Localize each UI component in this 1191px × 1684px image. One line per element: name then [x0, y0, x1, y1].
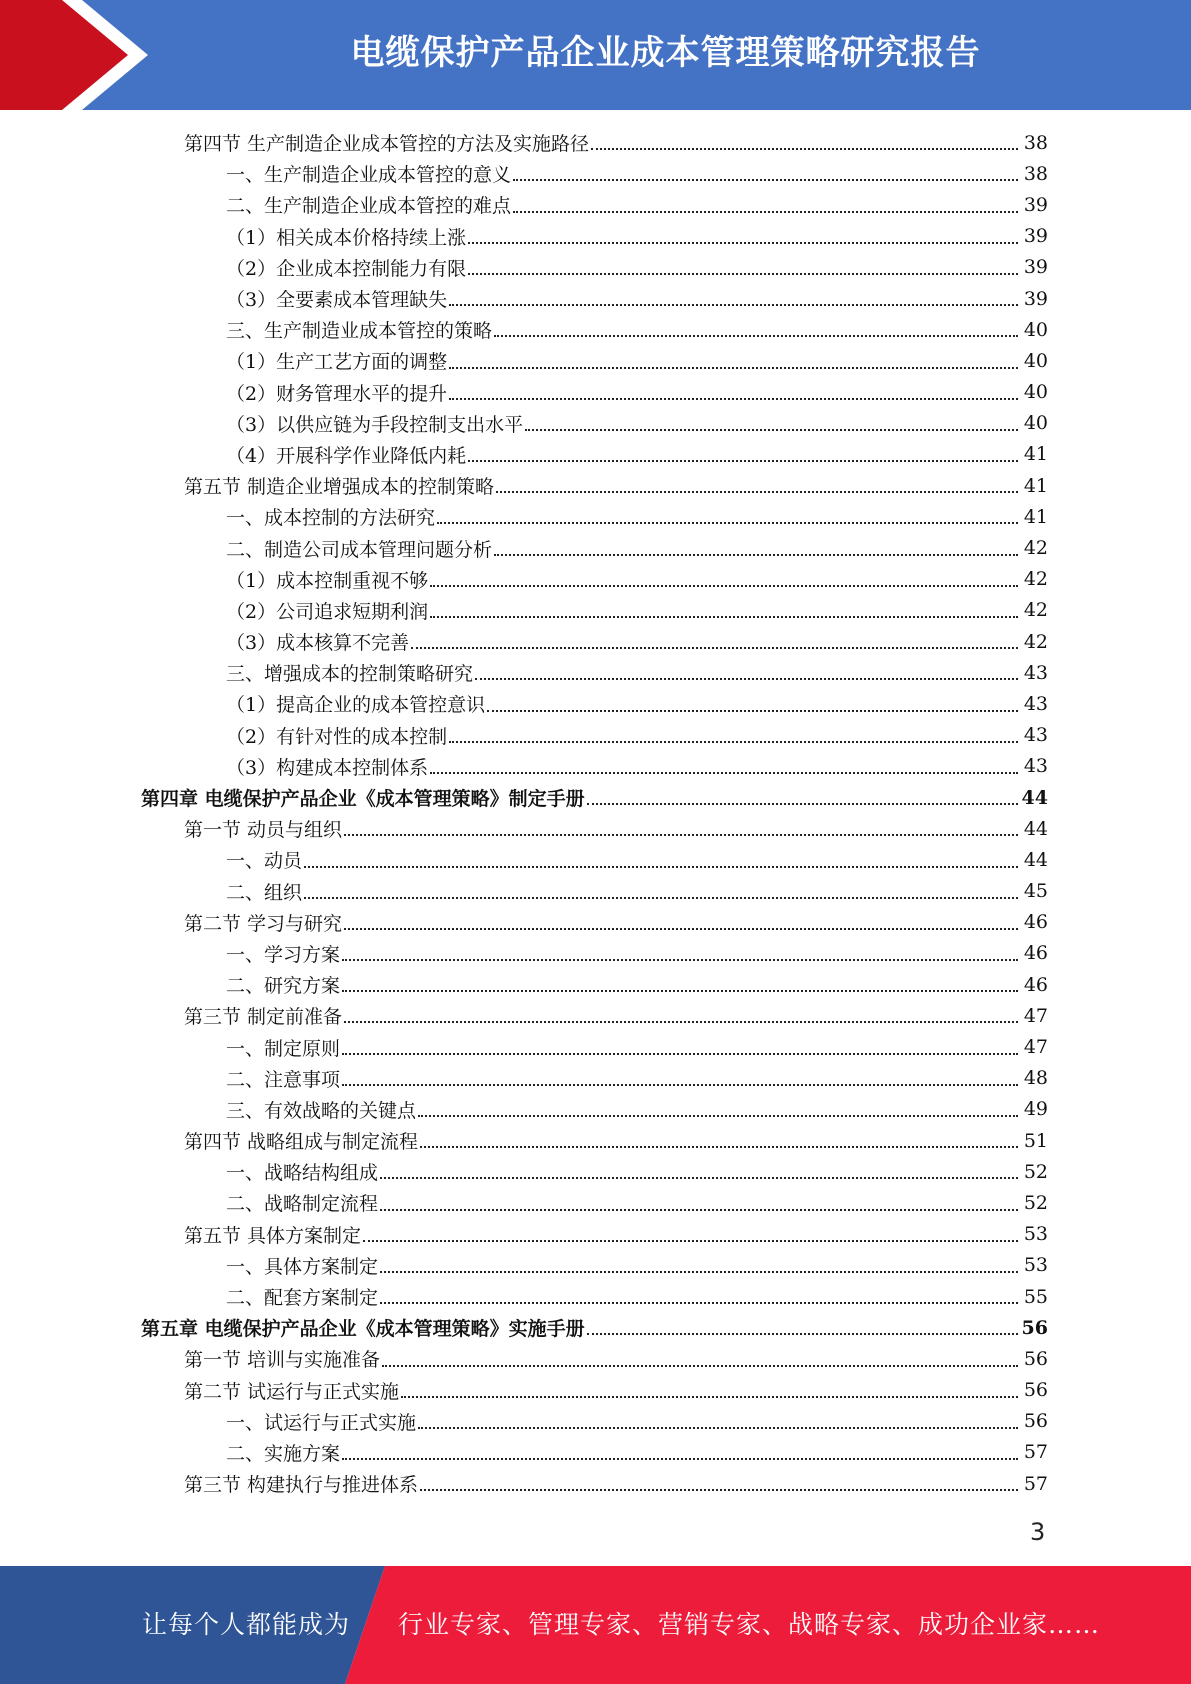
toc-dot-leader: [401, 1395, 1018, 1398]
toc-chapter-entry[interactable]: [0, 1312, 1191, 1343]
toc-entry-page: 42: [1023, 599, 1048, 622]
toc-dot-leader: [496, 490, 1018, 493]
toc-subsection-entry[interactable]: [0, 564, 1191, 595]
toc-subsection-entry[interactable]: [0, 345, 1191, 376]
toc-subsection-entry[interactable]: [0, 377, 1191, 408]
toc-dot-leader: [420, 1145, 1018, 1148]
toc-entry-label: 第二节 学习与研究: [184, 912, 343, 935]
toc-subsection-entry[interactable]: [0, 751, 1191, 782]
toc-section-entry[interactable]: [0, 470, 1191, 501]
toc-dot-leader: [380, 1208, 1018, 1211]
toc-entry-label: （3）以供应链为手段控制支出水平: [226, 413, 524, 436]
toc-section-entry[interactable]: [0, 1343, 1191, 1374]
toc-dot-leader: [513, 210, 1018, 213]
toc-dot-leader: [587, 802, 1018, 805]
toc-section-entry[interactable]: [0, 813, 1191, 844]
toc-section-entry[interactable]: [0, 1219, 1191, 1250]
toc-subsection-entry[interactable]: [0, 1156, 1191, 1187]
toc-subsection-entry[interactable]: [0, 688, 1191, 719]
toc-entry-page: 39: [1023, 193, 1048, 216]
toc-subsection-entry[interactable]: [0, 1094, 1191, 1125]
toc-entry-label: （3）构建成本控制体系: [226, 756, 429, 779]
toc-dot-leader: [420, 1488, 1018, 1491]
toc-dot-leader: [449, 740, 1018, 743]
toc-entry-page: 56: [1021, 1316, 1048, 1339]
toc-entry-label: 二、实施方案: [226, 1442, 341, 1465]
toc-section-entry[interactable]: [0, 127, 1191, 158]
toc-dot-leader: [304, 865, 1018, 868]
toc-subsection-entry[interactable]: [0, 595, 1191, 626]
toc-subsection-entry[interactable]: [0, 1437, 1191, 1468]
toc-entry-label: 第四节 战略组成与制定流程: [184, 1131, 419, 1154]
toc-dot-leader: [342, 958, 1018, 961]
toc-entry-label: 第一节 动员与组织: [184, 819, 343, 842]
toc-dot-leader: [468, 459, 1018, 462]
toc-entry-label: 第三节 制定前准备: [184, 1006, 343, 1029]
toc-dot-leader: [342, 1083, 1018, 1086]
toc-entry-label: （2）公司追求短期利润: [226, 600, 429, 623]
toc-entry-page: 56: [1023, 1379, 1048, 1402]
toc-subsection-entry[interactable]: [0, 657, 1191, 688]
toc-entry-label: 三、生产制造业成本管控的策略: [226, 320, 493, 343]
toc-section-entry[interactable]: [0, 1468, 1191, 1499]
toc-entry-label: 一、成本控制的方法研究: [226, 507, 436, 530]
toc-section-entry[interactable]: [0, 1125, 1191, 1156]
toc-subsection-entry[interactable]: [0, 1063, 1191, 1094]
toc-subsection-entry[interactable]: [0, 314, 1191, 345]
toc-subsection-entry[interactable]: [0, 720, 1191, 751]
toc-entry-page: 46: [1023, 973, 1048, 996]
toc-subsection-entry[interactable]: [0, 844, 1191, 875]
toc-entry-page: 43: [1023, 661, 1048, 684]
toc-entry-label: （2）财务管理水平的提升: [226, 382, 448, 405]
toc-entry-page: 55: [1023, 1285, 1048, 1308]
toc-entry-label: 一、制定原则: [226, 1037, 341, 1060]
toc-subsection-entry[interactable]: [0, 221, 1191, 252]
toc-dot-leader: [344, 1020, 1018, 1023]
toc-entry-page: 46: [1023, 942, 1048, 965]
toc-entry-label: 一、具体方案制定: [226, 1255, 379, 1278]
toc-subsection-entry[interactable]: [0, 969, 1191, 1000]
toc-entry-page: 44: [1021, 786, 1048, 809]
toc-chapter-entry[interactable]: [0, 782, 1191, 813]
toc-dot-leader: [494, 553, 1018, 556]
toc-entry-page: 57: [1023, 1472, 1048, 1495]
toc-section-entry[interactable]: [0, 1000, 1191, 1031]
toc-entry-page: 57: [1023, 1441, 1048, 1464]
toc-dot-leader: [437, 521, 1018, 524]
toc-subsection-entry[interactable]: [0, 439, 1191, 470]
toc-subsection-entry[interactable]: [0, 501, 1191, 532]
toc-dot-leader: [418, 1426, 1018, 1429]
toc-subsection-entry[interactable]: [0, 876, 1191, 907]
toc-dot-leader: [342, 1457, 1018, 1460]
toc-entry-label: 二、战略制定流程: [226, 1193, 379, 1216]
toc-subsection-entry[interactable]: [0, 1406, 1191, 1437]
toc-entry-label: 一、战略结构组成: [226, 1162, 379, 1185]
toc-subsection-entry[interactable]: [0, 1250, 1191, 1281]
toc-entry-page: 39: [1023, 225, 1048, 248]
toc-dot-leader: [430, 771, 1018, 774]
toc-dot-leader: [587, 1332, 1018, 1335]
toc-entry-label: （1）生产工艺方面的调整: [226, 351, 448, 374]
toc-entry-page: 45: [1023, 880, 1048, 903]
toc-entry-label: 一、生产制造企业成本管控的意义: [226, 164, 512, 187]
toc-subsection-entry[interactable]: [0, 1187, 1191, 1218]
toc-subsection-entry[interactable]: [0, 252, 1191, 283]
toc-entry-page: 44: [1023, 848, 1048, 871]
toc-entry-label: （1）提高企业的成本管控意识: [226, 694, 486, 717]
toc-dot-leader: [363, 1239, 1018, 1242]
toc-entry-label: （2）有针对性的成本控制: [226, 725, 448, 748]
toc-subsection-entry[interactable]: [0, 938, 1191, 969]
toc-entry-page: 56: [1023, 1347, 1048, 1370]
toc-entry-label: 第五节 制造企业增强成本的控制策略: [184, 476, 495, 499]
toc-dot-leader: [344, 927, 1018, 930]
toc-entry-label: 二、配套方案制定: [226, 1287, 379, 1310]
toc-entry-label: 二、组织: [226, 881, 303, 904]
toc-subsection-entry[interactable]: [0, 1031, 1191, 1062]
toc-entry-page: 53: [1023, 1254, 1048, 1277]
toc-entry-page: 49: [1023, 1098, 1048, 1121]
toc-dot-leader: [380, 1270, 1018, 1273]
toc-entry-label: 第二节 试运行与正式实施: [184, 1380, 400, 1403]
toc-entry-label: 第三节 构建执行与推进体系: [184, 1474, 419, 1497]
toc-entry-label: 一、试运行与正式实施: [226, 1411, 417, 1434]
toc-section-entry[interactable]: [0, 1375, 1191, 1406]
toc-dot-leader: [475, 677, 1018, 680]
toc-entry-page: 39: [1023, 256, 1048, 279]
toc-subsection-entry[interactable]: [0, 189, 1191, 220]
toc-dot-leader: [487, 709, 1018, 712]
toc-entry-label: （3）全要素成本管理缺失: [226, 289, 448, 312]
toc-dot-leader: [591, 147, 1018, 150]
toc-entry-page: 40: [1023, 412, 1048, 435]
toc-dot-leader: [304, 896, 1018, 899]
toc-dot-leader: [430, 584, 1018, 587]
toc-entry-label: 三、有效战略的关键点: [226, 1099, 417, 1122]
page-footer: [0, 1566, 1191, 1684]
toc-subsection-entry[interactable]: [0, 408, 1191, 439]
toc-entry-page: 40: [1023, 349, 1048, 372]
toc-dot-leader: [525, 428, 1018, 431]
toc-dot-leader: [380, 1176, 1018, 1179]
toc-entry-page: 43: [1023, 755, 1048, 778]
toc-entry-label: 第五章 电缆保护产品企业《成本管理策略》实施手册: [141, 1318, 585, 1341]
toc-dot-leader: [449, 397, 1018, 400]
toc-subsection-entry[interactable]: [0, 158, 1191, 189]
toc-entry-label: 第一节 培训与实施准备: [184, 1349, 381, 1372]
toc-subsection-entry[interactable]: [0, 1281, 1191, 1312]
toc-entry-label: 一、动员: [226, 850, 303, 873]
header-red-arrow: [0, 0, 148, 110]
footer-slogan-left: 让每个人都能成为: [142, 1610, 351, 1639]
toc-dot-leader: [418, 1114, 1018, 1117]
toc-entry-page: 42: [1023, 568, 1048, 591]
toc-entry-page: 42: [1023, 537, 1048, 560]
toc-entry-label: 第四节 生产制造企业成本管控的方法及实施路径: [184, 133, 590, 156]
toc-entry-page: 40: [1023, 381, 1048, 404]
toc-entry-page: 38: [1023, 131, 1048, 154]
toc-entry-page: 39: [1023, 287, 1048, 310]
toc-entry-page: 41: [1023, 505, 1048, 528]
toc-dot-leader: [449, 303, 1018, 306]
toc-dot-leader: [430, 615, 1018, 618]
toc-dot-leader: [449, 366, 1018, 369]
toc-subsection-entry[interactable]: [0, 283, 1191, 314]
toc-dot-leader: [342, 1052, 1018, 1055]
toc-entry-page: 47: [1023, 1036, 1048, 1059]
toc-dot-leader: [468, 241, 1018, 244]
toc-entry-page: 41: [1023, 443, 1048, 466]
toc-entry-page: 40: [1023, 318, 1048, 341]
toc-entry-page: 41: [1023, 474, 1048, 497]
toc-entry-label: （1）相关成本价格持续上涨: [226, 226, 467, 249]
toc-entry-page: 51: [1023, 1129, 1048, 1152]
page-number: 3: [1030, 1518, 1046, 1546]
toc-entry-page: 52: [1023, 1191, 1048, 1214]
toc-entry-page: 53: [1023, 1223, 1048, 1246]
toc-entry-label: （1）成本控制重视不够: [226, 569, 429, 592]
toc-entry-label: （2）企业成本控制能力有限: [226, 257, 467, 280]
toc-entry-label: （4）开展科学作业降低内耗: [226, 444, 467, 467]
toc-entry-page: 44: [1023, 817, 1048, 840]
toc-entry-page: 47: [1023, 1004, 1048, 1027]
toc-entry-label: 二、研究方案: [226, 975, 341, 998]
toc-subsection-entry[interactable]: [0, 626, 1191, 657]
toc-dot-leader: [380, 1301, 1018, 1304]
toc-dot-leader: [411, 646, 1018, 649]
footer-slogan-right: 行业专家、管理专家、营销专家、战略专家、成功企业家……: [398, 1610, 1101, 1639]
toc-entry-page: 48: [1023, 1067, 1048, 1090]
toc-dot-leader: [513, 178, 1018, 181]
toc-entry-page: 38: [1023, 162, 1048, 185]
toc-dot-leader: [468, 272, 1018, 275]
toc-entry-label: 二、制造公司成本管理问题分析: [226, 538, 493, 561]
toc-dot-leader: [382, 1364, 1018, 1367]
table-of-contents: [0, 127, 1191, 1499]
toc-section-entry[interactable]: [0, 907, 1191, 938]
report-title: 电缆保护产品企业成本管理策略研究报告: [350, 33, 981, 73]
toc-entry-label: 二、生产制造企业成本管控的难点: [226, 195, 512, 218]
toc-entry-page: 56: [1023, 1410, 1048, 1433]
toc-entry-page: 43: [1023, 692, 1048, 715]
page-header: [0, 0, 1191, 110]
toc-entry-page: 46: [1023, 911, 1048, 934]
toc-entry-label: 三、增强成本的控制策略研究: [226, 663, 474, 686]
toc-dot-leader: [494, 334, 1018, 337]
toc-entry-label: 第五节 具体方案制定: [184, 1224, 362, 1247]
toc-dot-leader: [344, 833, 1018, 836]
toc-entry-label: 二、注意事项: [226, 1068, 341, 1091]
toc-entry-page: 43: [1023, 724, 1048, 747]
toc-entry-label: 第四章 电缆保护产品企业《成本管理策略》制定手册: [141, 788, 585, 811]
toc-entry-page: 52: [1023, 1160, 1048, 1183]
toc-entry-page: 42: [1023, 630, 1048, 653]
toc-subsection-entry[interactable]: [0, 532, 1191, 563]
toc-entry-label: （3）成本核算不完善: [226, 632, 410, 655]
toc-dot-leader: [342, 989, 1018, 992]
toc-entry-label: 一、学习方案: [226, 943, 341, 966]
